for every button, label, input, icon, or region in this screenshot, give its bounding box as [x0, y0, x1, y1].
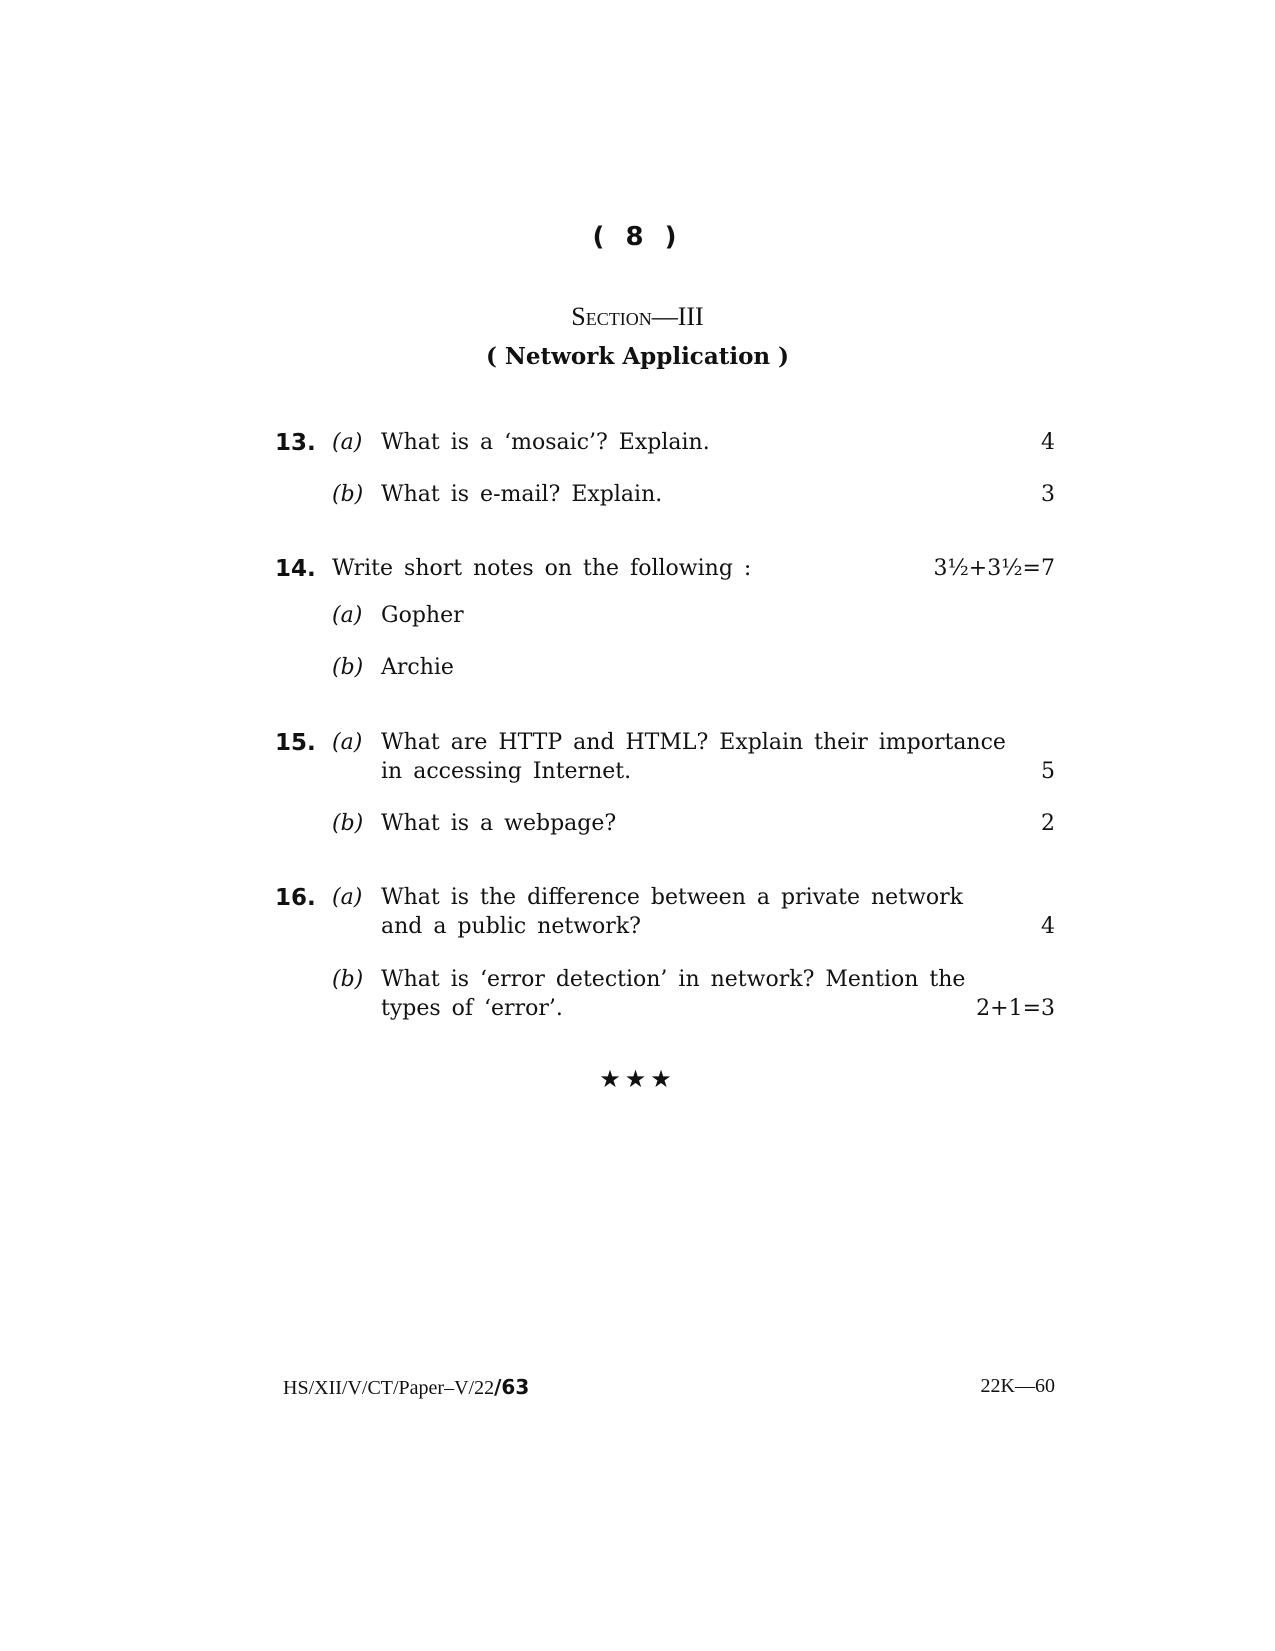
question-13a-label: (a): [332, 430, 363, 455]
footer-paper-code: [283, 1375, 529, 1400]
question-16b-line-2: types of ‘error’.: [381, 996, 563, 1021]
question-15b-text: What is a webpage?: [381, 811, 617, 836]
question-15-number: 15.: [275, 730, 316, 756]
footer-code-prefix: HS/XII/V/CT/Paper–V/22: [283, 1377, 495, 1399]
section-subtitle: ( Network Application ): [485, 343, 790, 370]
question-13a-marks: 4: [1041, 430, 1055, 455]
question-13-number: 13.: [275, 430, 316, 456]
question-13b-label: (b): [332, 482, 364, 507]
question-16b-label: (b): [332, 967, 364, 992]
question-14-number: 14.: [275, 556, 316, 582]
question-13b-marks: 3: [1041, 482, 1055, 507]
question-16b-line-1: What is ‘error detection’ in network? Mention the: [381, 967, 966, 992]
question-16a-marks: 4: [1041, 914, 1055, 939]
footer-print-code: 22K—60: [980, 1375, 1055, 1397]
question-15b-label: (b): [332, 811, 364, 836]
question-13a-text: What is a ‘mosaic’? Explain.: [381, 430, 710, 455]
question-16a-label: (a): [332, 885, 363, 910]
question-15a-label: (a): [332, 730, 363, 755]
page-number: ( 8 ): [592, 222, 683, 252]
question-14a-label: (a): [332, 603, 363, 628]
question-13b-text: What is e-mail? Explain.: [381, 482, 663, 507]
question-16a-line-2: and a public network?: [381, 914, 641, 939]
question-14-marks: 3½+3½=7: [933, 556, 1055, 581]
question-15a-line-2: in accessing Internet.: [381, 759, 632, 784]
question-15b-marks: 2: [1041, 811, 1055, 836]
question-15a-line-1: What are HTTP and HTML? Explain their importance: [381, 730, 1006, 755]
question-14-stem: Write short notes on the following :: [332, 556, 752, 581]
end-marker-stars: ★★★: [599, 1065, 676, 1093]
question-14b-label: (b): [332, 655, 364, 680]
question-14a-text: Gopher: [381, 603, 464, 628]
footer-code-bold: /63: [494, 1375, 530, 1399]
question-14b-text: Archie: [381, 655, 454, 680]
section-heading: Section—III: [571, 302, 704, 331]
question-16b-marks: 2+1=3: [976, 996, 1055, 1021]
question-16a-line-1: What is the difference between a private network: [381, 885, 963, 910]
question-15a-marks: 5: [1041, 759, 1055, 784]
question-16-number: 16.: [275, 885, 316, 911]
